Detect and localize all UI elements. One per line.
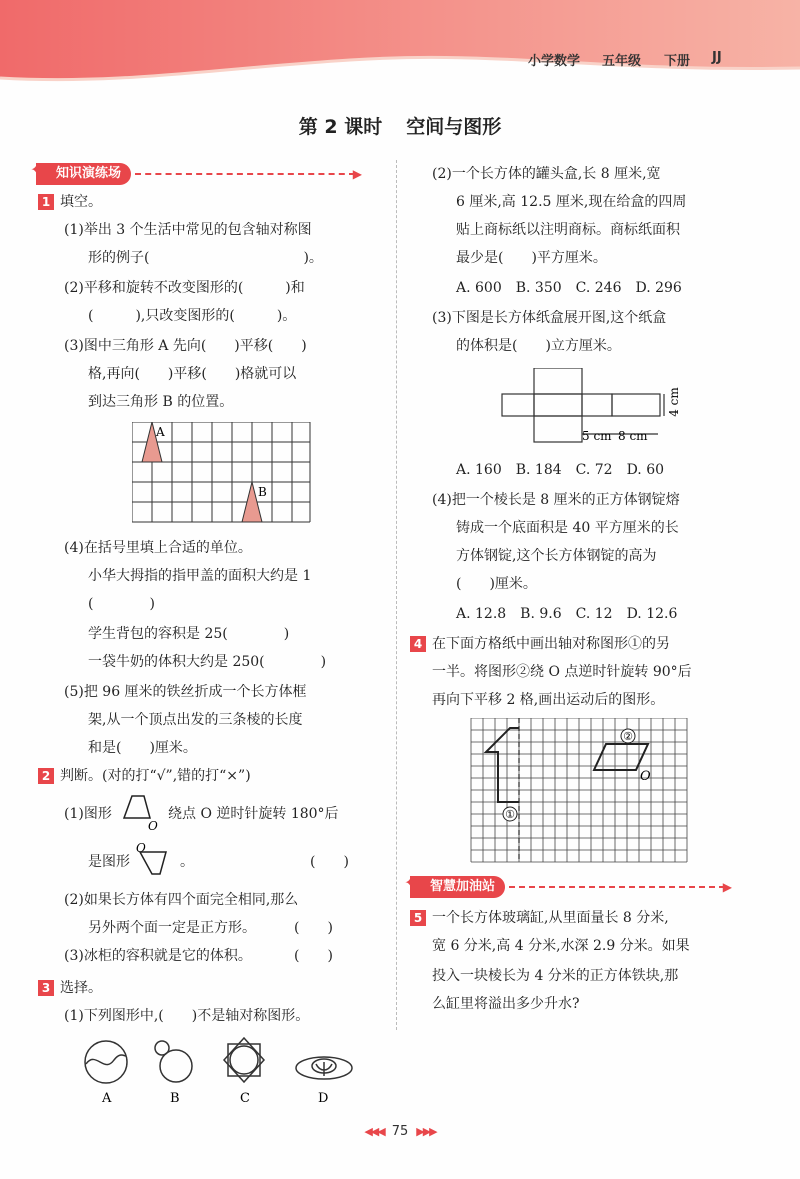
banner-dash-line	[509, 886, 725, 888]
header-subject: 小学数学	[528, 54, 581, 69]
box-net-diagram	[500, 368, 700, 450]
q1-stem-text: 填空。	[60, 194, 102, 210]
q3-s4-line: (4)把一个棱长是 8 厘米的正方体钢锭熔	[432, 492, 680, 508]
q3-s2-line: 6 厘米,高 12.5 厘米,现在给盒的四周	[456, 194, 687, 210]
triangle-grid	[132, 422, 312, 524]
net-dim-4: 4 cm	[667, 387, 681, 417]
header-band	[0, 0, 800, 90]
practice-banner	[30, 160, 362, 185]
q3-s4-line: 方体钢锭,这个长方体钢锭的高为	[456, 548, 657, 564]
q5-line: 投入一块棱长为 4 分米的正方体铁块,那	[432, 968, 679, 984]
triangle-b-label: B	[258, 485, 267, 499]
practice-banner-tag	[30, 160, 131, 185]
label-2: ②	[623, 730, 633, 743]
symmetry-options	[78, 1036, 368, 1106]
q3-s2-line: 最少是( )平方厘米。	[456, 250, 607, 266]
q1-line: (3)图中三角形 A 先向( )平移( )	[64, 338, 307, 354]
page-title	[0, 112, 800, 139]
lesson-number: 第 2 课时	[298, 116, 383, 138]
point-o-label: O	[148, 819, 158, 832]
page-footer	[0, 1124, 800, 1139]
q2-stem-text: 判断。(对的打“√”,错的打“×”)	[60, 768, 251, 784]
q1-line: ( )	[88, 596, 155, 612]
extension-banner	[404, 873, 732, 898]
option-c-figure	[224, 1038, 264, 1082]
q4-line: 再向下平移 2 格,画出运动后的图形。	[432, 692, 665, 708]
point-o-label: O	[136, 841, 146, 855]
q2-s1d: 。	[180, 854, 194, 870]
q1-line: (2)平移和旋转不改变图形的( )和	[64, 280, 305, 296]
option-d-figure	[296, 1057, 352, 1079]
q3-s1: (1)下列图形中,( )不是轴对称图形。	[64, 1008, 310, 1024]
star-icon: ✦	[404, 873, 418, 892]
q1-line: (1)举出 3 个生活中常见的包含轴对称图	[64, 222, 312, 238]
q2-paren: ( )	[310, 854, 349, 870]
header-wave	[0, 0, 800, 90]
q5-text: 一个长方体玻璃缸,从里面量长 8 分米,	[432, 910, 669, 926]
q1-line: 架,从一个顶点出发的三条棱的长度	[88, 712, 303, 728]
label-1: ①	[505, 808, 515, 821]
q1-line: 学生背包的容积是 25( )	[88, 626, 290, 642]
triangle-a-label: A	[156, 425, 165, 439]
q2-s2b: 另外两个面一定是正方形。	[88, 920, 256, 936]
q2-s1a: (1)图形	[64, 806, 112, 822]
q1-line: 小华大拇指的指甲盖的面积大约是 1	[88, 568, 312, 584]
q3-s4-options: A. 12.8 B. 9.6 C. 12 D. 12.6	[456, 606, 678, 622]
header-edition: JJ	[712, 50, 722, 65]
q3-s2-options: A. 600 B. 350 C. 246 D. 296	[456, 280, 682, 296]
q2-number: 2	[38, 768, 54, 784]
extension-banner-tag	[404, 873, 505, 898]
q1-line: ( ),只改变图形的( )。	[88, 308, 297, 324]
q3-s4-line: 铸成一个底面积是 40 平方厘米的长	[456, 520, 679, 536]
q1-line: (4)在括号里填上合适的单位。	[64, 540, 252, 556]
net-dim-5: 5 cm	[582, 429, 612, 443]
q4-grid	[468, 718, 690, 866]
shape-trapezoid	[120, 792, 166, 832]
shape-trapezoid-rotated	[134, 838, 180, 878]
q2-stem	[38, 762, 251, 790]
q2-s1b: 绕点 O 逆时针旋转 180°后	[168, 806, 339, 822]
page-number: 75	[391, 1124, 409, 1139]
q1-stem	[38, 188, 102, 216]
practice-banner-label: 知识演练场	[56, 166, 122, 181]
q5-line: 宽 6 分米,高 4 分米,水深 2.9 分米。如果	[432, 938, 690, 954]
extension-banner-label: 智慧加油站	[430, 879, 496, 894]
star-icon: ✦	[30, 160, 44, 179]
q3-s3-options: A. 160 B. 184 C. 72 D. 60	[456, 462, 665, 478]
q1-line: (5)把 96 厘米的铁丝折成一个长方体框	[64, 684, 307, 700]
q3-stem-text: 选择。	[60, 980, 102, 996]
prev-arrows-icon: ◀◀◀	[364, 1125, 384, 1138]
q4-number: 4	[410, 636, 426, 652]
q3-s4-line: ( )厘米。	[456, 576, 537, 592]
q3-stem	[38, 974, 102, 1002]
option-b-label: B	[170, 1091, 180, 1106]
header-volume: 下册	[664, 54, 691, 69]
q4-line: 一半。将图形②绕 O 点逆时针旋转 90°后	[432, 664, 692, 680]
option-c-label: C	[240, 1091, 250, 1106]
figure-1	[486, 728, 519, 802]
q5-line: 么缸里将溢出多少升水?	[432, 996, 580, 1012]
q2-s1c: 是图形	[88, 854, 130, 870]
point-o-label: O	[640, 769, 651, 784]
option-b-figure	[155, 1041, 192, 1082]
header-grade: 五年级	[602, 54, 642, 69]
q5-number: 5	[410, 910, 426, 926]
option-a-figure	[85, 1041, 127, 1083]
q3-s2-line: 贴上商标纸以注明商标。商标纸面积	[456, 222, 680, 238]
q2-s3: (3)冰柜的容积就是它的体积。	[64, 948, 252, 964]
q2-paren: ( )	[294, 920, 333, 936]
next-arrows-icon: ▶▶▶	[416, 1125, 436, 1138]
q5-line	[410, 904, 669, 932]
option-d-label: D	[318, 1091, 329, 1106]
q1-number: 1	[38, 194, 54, 210]
q1-line: 一袋牛奶的体积大约是 250( )	[88, 654, 327, 670]
lesson-topic: 空间与图形	[406, 116, 502, 138]
q3-s2-line: (2)一个长方体的罐头盒,长 8 厘米,宽	[432, 166, 661, 182]
q2-s2a: (2)如果长方体有四个面完全相同,那么	[64, 892, 299, 908]
arrow-icon: ▶	[722, 880, 732, 894]
column-divider	[396, 160, 397, 1030]
q3-number: 3	[38, 980, 54, 996]
option-a-label: A	[102, 1091, 112, 1106]
q1-line: 到达三角形 B 的位置。	[88, 394, 234, 410]
q1-line: 形的例子( )。	[88, 250, 323, 266]
q1-line: 格,再向( )平移( )格就可以	[88, 366, 297, 382]
q4-line	[410, 630, 670, 658]
q1-line: 和是( )厘米。	[88, 740, 197, 756]
q4-text: 在下面方格纸中画出轴对称图形①的另	[432, 636, 670, 652]
q2-paren: ( )	[294, 948, 333, 964]
arrow-icon: ▶	[352, 167, 362, 181]
q3-s3-line: (3)下图是长方体纸盒展开图,这个纸盒	[432, 310, 667, 326]
net-dim-8: 8 cm	[618, 429, 648, 443]
q3-s3-line: 的体积是( )立方厘米。	[456, 338, 621, 354]
banner-dash-line	[135, 173, 355, 175]
